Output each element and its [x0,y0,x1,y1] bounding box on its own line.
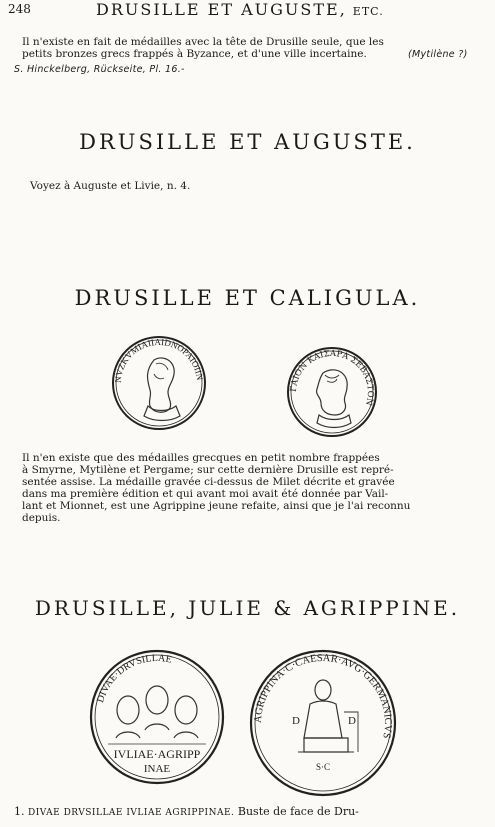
coin-right-legend: ΓΑΙΟΝ ΚΑΙΣΑΡΑ ΣΕΒΑΣΤΟΝ [288,348,376,407]
heading-drusille-auguste: DRUSILLE ET AUGUSTE. [79,130,416,154]
coin-caligula-reverse [285,345,379,439]
running-title [96,0,384,19]
svg-text:NVZKVMIAIIAIDNOPAIOIIN [113,337,205,383]
running-title-text: DRUSILLE ET AUGUSTE, [96,0,347,19]
caligula-text-line-3: sentée assise. La médaille gravée ci-dessus de Milet décrite et gravée [22,476,395,488]
coin-agrippina-reverse [248,648,398,798]
coin-left-legend: NVZKVMIAIIAIDNOPAIOIIN [112,336,205,384]
heading-drusille-caligula: DRUSILLE ET CALIGULA. [74,286,421,310]
coin-agrippina-exergue: S·C [315,762,331,772]
cross-reference-text: Voyez à Auguste et Livie, n. 4. [30,180,191,192]
running-title-suffix: ETC. [352,5,384,18]
intro-line-2: petits bronzes grecs frappés à Byzance, et d'une ville incertaine. [22,48,367,60]
caption-legend-caps: DIVAE DRVSILLAE IVLIAE AGRIPPINAE. [28,808,235,818]
caligula-text-line-6: depuis. [22,512,61,524]
caligula-text-line-2: à Smyrne, Mytilène et Pergame; sur cette dernière Drusille est repré- [22,464,394,476]
coin-three-sisters-bottom-legend-1: IVLIAE·AGRIPP [113,747,201,761]
coin-caption [14,805,484,818]
coin-three-sisters-top-legend: DIVAE·DRVSILLAE [95,652,173,705]
caligula-text-line-1: Il n'en existe que des médailles grecques en petit nombre frappées [22,452,380,464]
heading-drusille-julie-agrippine: DRUSILLE, JULIE & AGRIPPINE. [34,596,461,620]
coin-agrippina-field-right: D [348,715,356,727]
caligula-text-line-4: dans ma première édition et qui avant moi avait été donnée par Vail- [22,488,389,500]
page-number: 248 [8,2,31,16]
caption-number: 1. [14,805,25,818]
svg-text:AGRIPPINA·C·CAESAR·AVG·GERMANI [253,653,393,740]
handwritten-reference-note: S. Hinckelberg, Rückseite, Pl. 16.- [14,64,185,75]
intro-line-1: Il n'existe en fait de médailles avec la tête de Drusille seule, que les [22,36,384,48]
caligula-text-line-5: lant et Mionnet, est une Agrippine jeune refaite, ainsi que je l'ai reconnu [22,500,411,512]
coin-drusille-obverse [110,334,208,432]
svg-text:DIVAE·DRVSILLAE [95,653,173,704]
coin-three-sisters-bottom-legend-2: INAE [143,763,171,775]
coin-three-sisters-obverse [88,648,226,786]
coin-agrippina-field-left: D [292,715,300,727]
running-head [8,2,488,20]
coin-agrippina-legend: AGRIPPINA·C·CAESAR·AVG·GERMANICVS [252,652,394,740]
caption-description: Buste de face de Dru- [237,805,359,818]
handwritten-inline-note: (Mytilène ?) [408,49,468,60]
